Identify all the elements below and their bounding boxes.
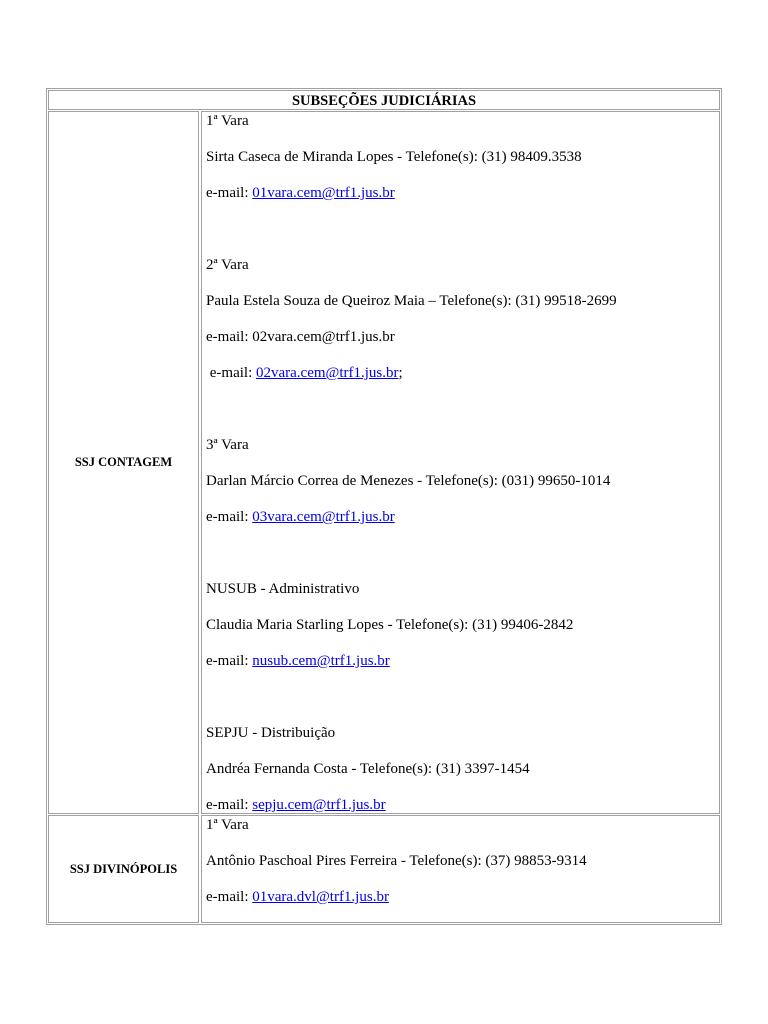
- section-label-divinopolis: [48, 815, 199, 923]
- table-title: SUBSEÇÕES JUDICIÁRIAS: [291, 93, 477, 109]
- div-vara1-email-link[interactable]: 01vara.dvl@trf1.jus.br: [252, 889, 389, 905]
- section-label-text: SSJ DIVINÓPOLIS: [69, 861, 178, 876]
- div-vara1-contact: Antônio Paschoal Pires Ferreira - Telefone(s): (37) 98853-9314: [206, 853, 587, 869]
- div-vara1-email-line: [206, 888, 719, 906]
- nusub-email-link[interactable]: nusub.cem@trf1.jus.br: [252, 653, 390, 669]
- section-content-contagem: [201, 111, 720, 814]
- vara1-email-link[interactable]: 01vara.cem@trf1.jus.br: [252, 185, 395, 201]
- spacer: [206, 220, 719, 256]
- sepju-contact: Andréa Fernanda Costa - Telefone(s): (31) 3397-1454: [206, 761, 530, 777]
- vara2-email-line: [206, 364, 719, 382]
- vara2-email-plain: e-mail: 02vara.cem@trf1.jus.br: [206, 329, 395, 345]
- vara1-email-line: [206, 184, 719, 202]
- table-header: [48, 90, 720, 110]
- vara3-title: 3ª Vara: [206, 437, 249, 453]
- div-vara1-title: 1ª Vara: [206, 817, 249, 833]
- email-prefix: e-mail:: [206, 797, 253, 813]
- nusub-email-line: [206, 652, 719, 670]
- section-divinopolis: [48, 815, 720, 923]
- spacer: [206, 400, 719, 436]
- vara1-title: 1ª Vara: [206, 113, 249, 129]
- section-contagem: [48, 111, 720, 814]
- vara3-contact: Darlan Márcio Correa de Menezes - Telefone(s): (031) 99650-1014: [206, 473, 611, 489]
- sepju-email-line: [206, 796, 719, 814]
- spacer: [206, 544, 719, 580]
- vara1-contact: Sirta Caseca de Miranda Lopes - Telefone(s): (31) 98409.3538: [206, 149, 582, 165]
- section-label-contagem: [48, 111, 199, 814]
- section-content-divinopolis: [201, 815, 720, 923]
- nusub-contact: Claudia Maria Starling Lopes - Telefone(s): (31) 99406-2842: [206, 617, 574, 633]
- spacer: [206, 688, 719, 724]
- vara2-title: 2ª Vara: [206, 257, 249, 273]
- email-prefix: e-mail:: [206, 509, 253, 525]
- vara2-contact: Paula Estela Souza de Queiroz Maia – Telefone(s): (31) 99518-2699: [206, 293, 617, 309]
- vara2-email-link[interactable]: 02vara.cem@trf1.jus.br: [255, 365, 399, 381]
- email-prefix: e-mail:: [206, 653, 253, 669]
- sepju-title: SEPJU - Distribuição: [206, 725, 336, 741]
- nusub-title: NUSUB - Administrativo: [206, 581, 360, 597]
- subsecoes-table: [46, 88, 722, 925]
- email-prefix: e-mail:: [206, 365, 256, 381]
- section-label-text: SSJ CONTAGEM: [74, 455, 173, 469]
- sepju-email-link[interactable]: sepju.cem@trf1.jus.br: [252, 797, 386, 813]
- email-prefix: e-mail:: [206, 889, 253, 905]
- email-prefix: e-mail:: [206, 185, 253, 201]
- vara3-email-link[interactable]: 03vara.cem@trf1.jus.br: [252, 509, 395, 525]
- vara3-email-line: [206, 508, 719, 526]
- email-suffix: ;: [398, 365, 403, 381]
